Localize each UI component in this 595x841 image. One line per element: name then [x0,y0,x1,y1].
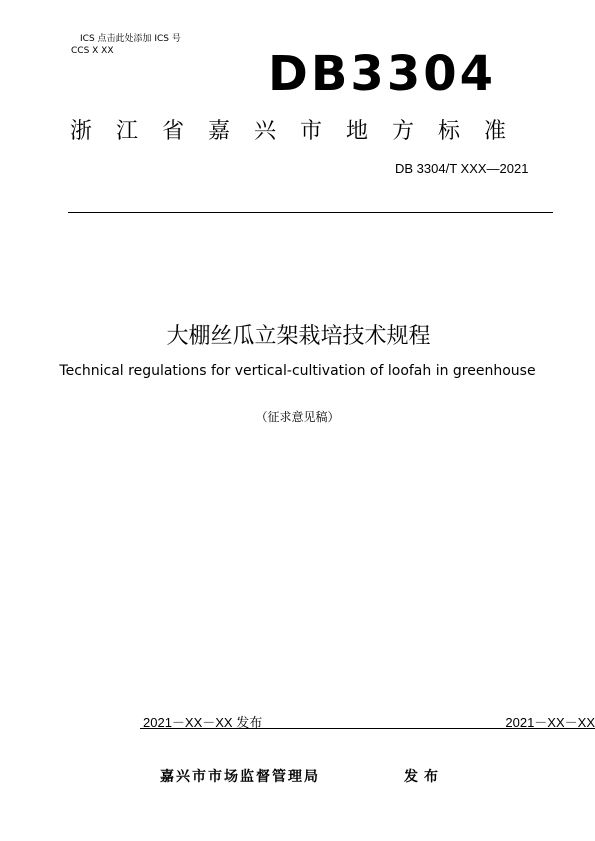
release-date: 2021－XX－XX 发布 [143,715,263,730]
ccs-number-text: CCS X XX [71,46,114,56]
standard-number: DB 3304/T XXX—2021 [395,161,529,176]
header-divider [68,212,553,213]
document-title-chinese-text: 大棚丝瓜立架栽培技术规程 [166,324,431,349]
issue-label: 发布 [404,769,444,785]
db-code-heading: DB3304 [268,46,497,102]
effective-date: 2021－XX－XX [505,715,595,730]
draft-status-note: （征求意见稿） [255,410,340,424]
standard-type-heading: 浙江省嘉兴市地方标准 [70,119,531,144]
document-title-english: Technical regulations for vertical-cultivation of loofah in greenhouse [59,363,536,379]
issuing-authority: 嘉兴市市场监督管理局 [160,769,320,785]
footer-divider [140,728,595,729]
ics-number-text: ICS 点击此处添加 ICS 号 [80,34,181,44]
document-title-chinese [0,320,595,354]
